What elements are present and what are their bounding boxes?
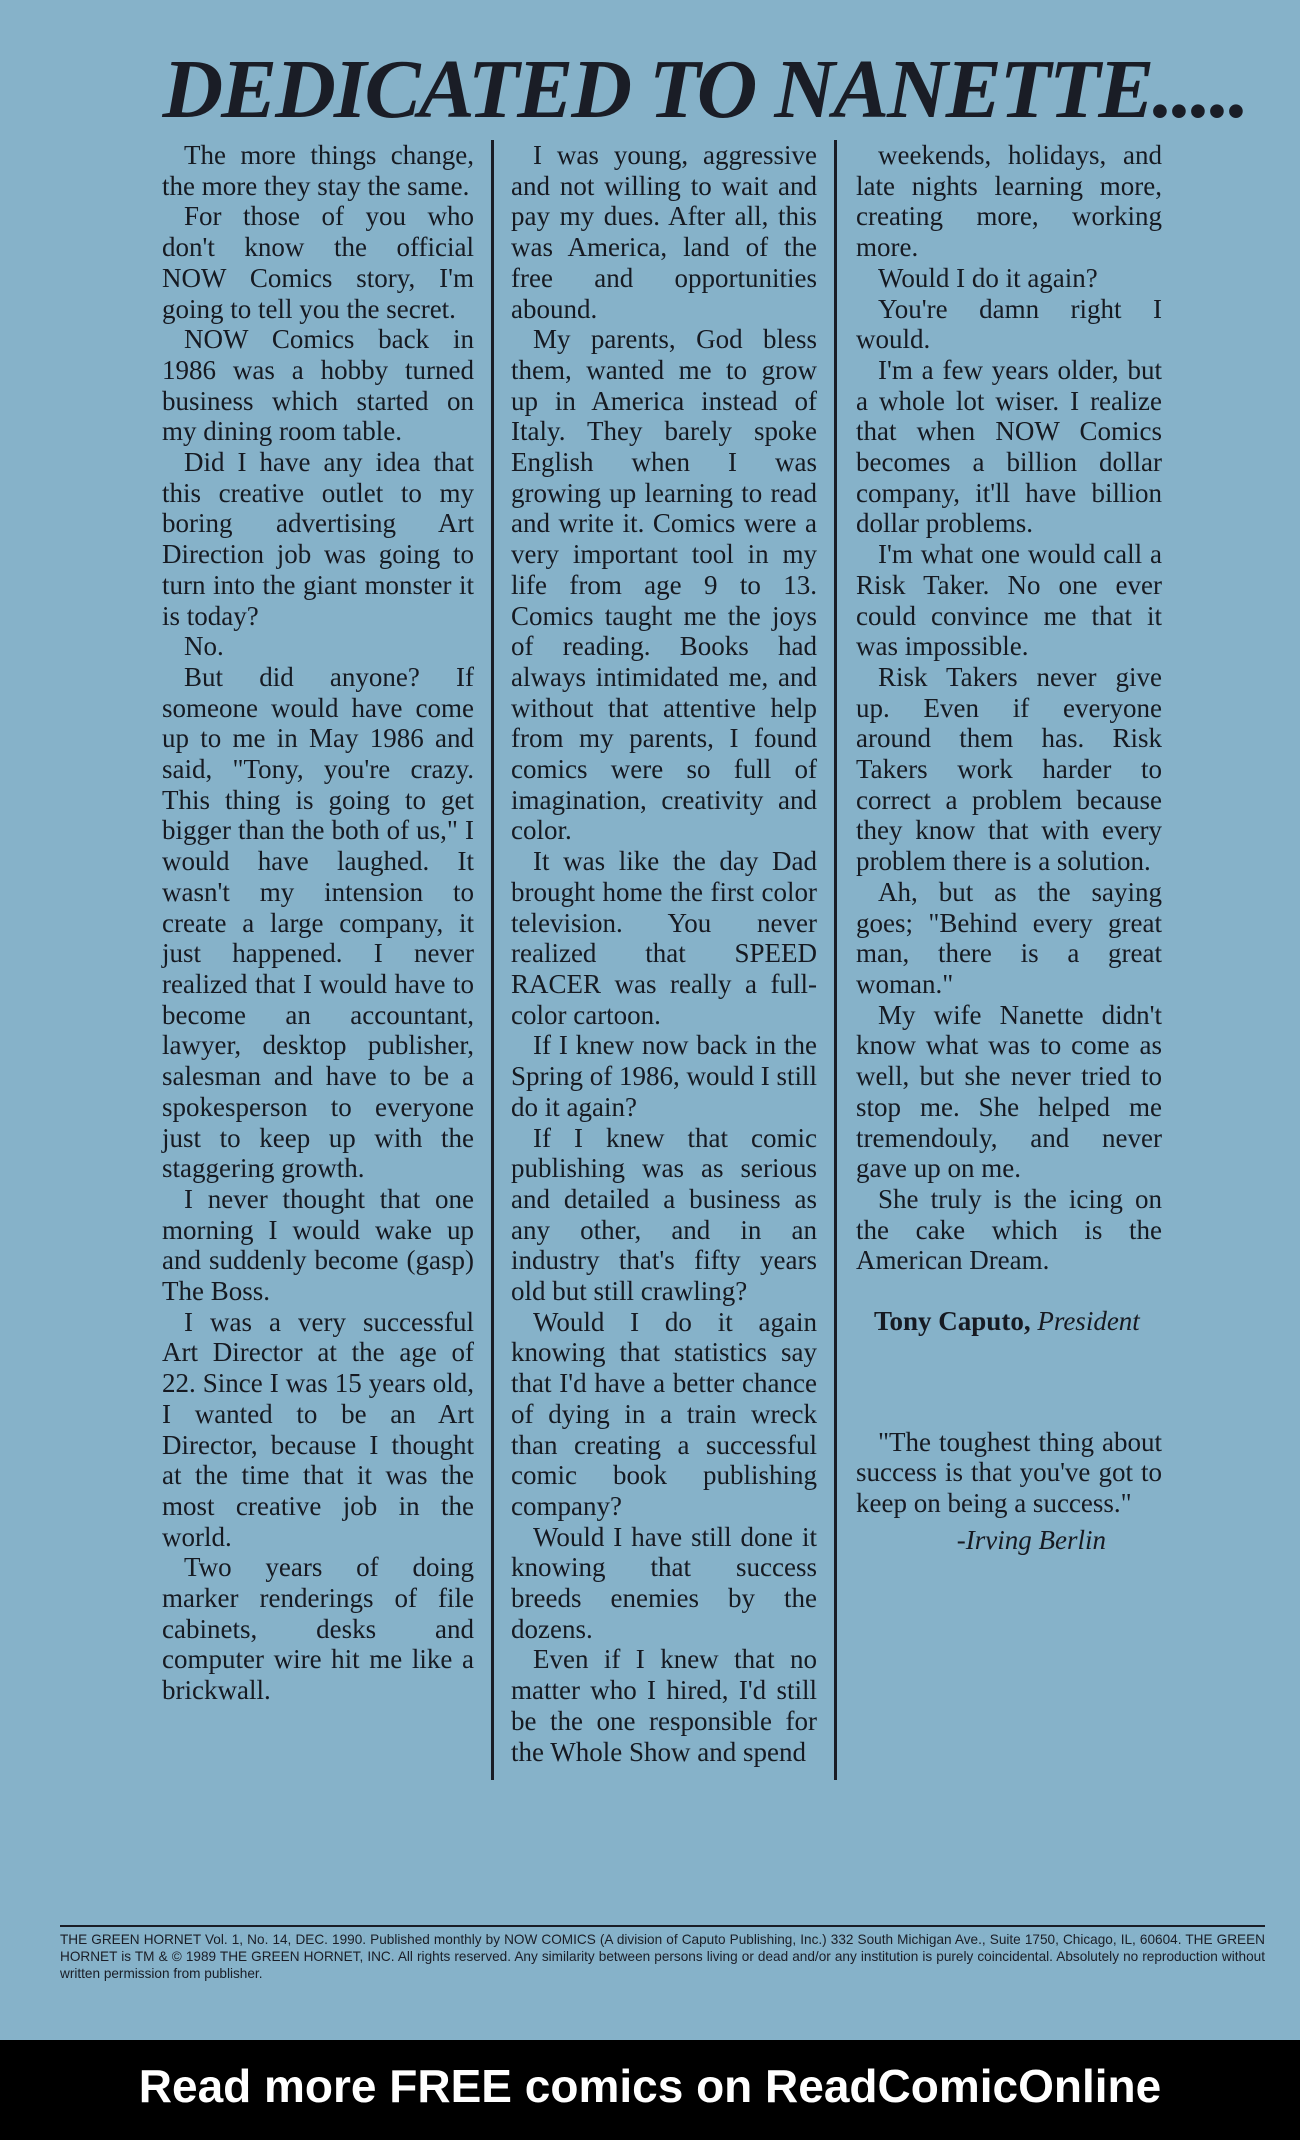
column-divider	[834, 140, 837, 1780]
paragraph: weekends, holidays, and late nights learning more, creating more, working more.	[856, 140, 1162, 263]
promo-banner	[0, 2040, 1300, 2140]
paragraph: It was like the day Dad brought home the first color television. You never realized that SPEED RACER was really a full-color cartoon.	[511, 846, 817, 1030]
promo-banner-text: Read more FREE comics on ReadComicOnline	[138, 2060, 1162, 2112]
paragraph: She truly is the icing on the cake which is the American Dream.	[856, 1183, 1162, 1276]
paragraph: I was a very successful Art Director at the age of 22. Since I was 15 years old, I wanted to be an Art Director, because I thought at the time that it was the most creative job in the world.	[162, 1306, 474, 1552]
paragraph: Ah, but as the saying goes; "Behind every great man, there is a great woman."	[856, 876, 1162, 999]
signature-role: President	[1037, 1306, 1140, 1337]
paragraph: Would I do it again knowing that statistics say that I'd have a better chance of dying in a train wreck than creating a successful comic book publishing company?	[511, 1306, 817, 1521]
signature-name: Tony Caputo,	[874, 1306, 1031, 1337]
paragraph: Risk Takers never give up. Even if everyone around them has. Risk Takers work harder to correct a problem because they know that with every problem there is a solution.	[856, 661, 1162, 877]
paragraph: I'm what one would call a Risk Taker. No one ever could convince me that it was impossible.	[856, 539, 1162, 662]
paragraph: My wife Nanette didn't know what was to come as well, but she never tried to stop me. She helped me tremendouly, and never gave up on me.	[856, 999, 1162, 1184]
paragraph: If I knew now back in the Spring of 1986, would I still do it again?	[511, 1030, 818, 1122]
page-title: DEDICATED TO NANETTE.....	[162, 43, 1248, 136]
footer-divider	[60, 1925, 1265, 1927]
paragraph: Two years of doing marker renderings of file cabinets, desks and computer wire hit me like a brickwall.	[162, 1552, 474, 1706]
article-column-1	[162, 140, 474, 1706]
paragraph: Would I do it again?	[878, 262, 1098, 293]
publication-indicia: THE GREEN HORNET Vol. 1, No. 14, DEC. 1990. Published monthly by NOW COMICS (A division of Caputo Publishing, Inc.) 332 South Michigan Ave., Suite 1750, Chicago, IL, 60604. THE GREEN HORNET is TM & © 1989 THE GREEN HORNET, INC. All rights reserved. Any similarity between persons living or dead and/or any institution is purely coincidental. Absolutely no reproduction without written permission from publisher.	[60, 1932, 1265, 1981]
article-column-3	[856, 140, 1162, 1556]
paragraph: Did I have any idea that this creative outlet to my boring advertising Art Direction job was going to turn into the giant monster it is today?	[162, 447, 474, 631]
paragraph: For those of you who don't know the official NOW Comics story, I'm going to tell you the secret.	[162, 201, 474, 324]
paragraph: I never thought that one morning I would wake up and suddenly become (gasp) The Boss.	[162, 1183, 474, 1307]
paragraph: My parents, God bless them, wanted me to grow up in America instead of Italy. They barely spoke English when I was growing up learning to read and write it. Comics were a very important tool in my life from age 9 to 13. Comics taught me the joys of reading. Books had always intimidated me, and without that attentive help from my parents, I found comics were so full of imagination, creativity and color.	[511, 324, 817, 846]
paragraph: Even if I knew that no matter who I hired, I'd still be the one responsible for the Whole Show and spend	[511, 1644, 817, 1767]
paragraph: If I knew that comic publishing was as serious and detailed a business as any other, and in an industry that's fifty years old but still crawling?	[511, 1122, 817, 1307]
paragraph: But did anyone? If someone would have come up to me in May 1986 and said, "Tony, you're crazy. This thing is going to get bigger than the both of us," I would have laughed. It wasn't my intension to create a large company, it just happened. I never realized that I would have to become an accountant, lawyer, desktop publisher, salesman and have to be a spokesperson to everyone just to keep up with the staggering growth.	[162, 661, 474, 1184]
paragraph: No.	[184, 631, 224, 662]
paragraph: NOW Comics back in 1986 was a hobby turned business which started on my dining room table.	[162, 324, 474, 447]
quote-text: "The toughest thing about success is that you've got to keep on being a success."	[856, 1426, 1162, 1519]
paragraph: Would I have still done it knowing that success breeds enemies by the dozens.	[511, 1521, 817, 1644]
article-column-2	[511, 140, 817, 1767]
paragraph: You're damn right I would.	[856, 293, 1162, 355]
quote-attribution: -Irving Berlin	[956, 1524, 1106, 1555]
paragraph: The more things change, the more they stay the same.	[162, 140, 474, 201]
paragraph: I'm a few years older, but a whole lot wiser. I realize that when NOW Comics becomes a billion dollar company, it'll have billion dollar problems.	[856, 354, 1162, 539]
paragraph: I was young, aggressive and not willing to wait and pay my dues. After all, this was America, land of the free and opportunities abound.	[511, 140, 817, 324]
column-divider	[491, 140, 494, 1780]
signature	[856, 1306, 1162, 1337]
